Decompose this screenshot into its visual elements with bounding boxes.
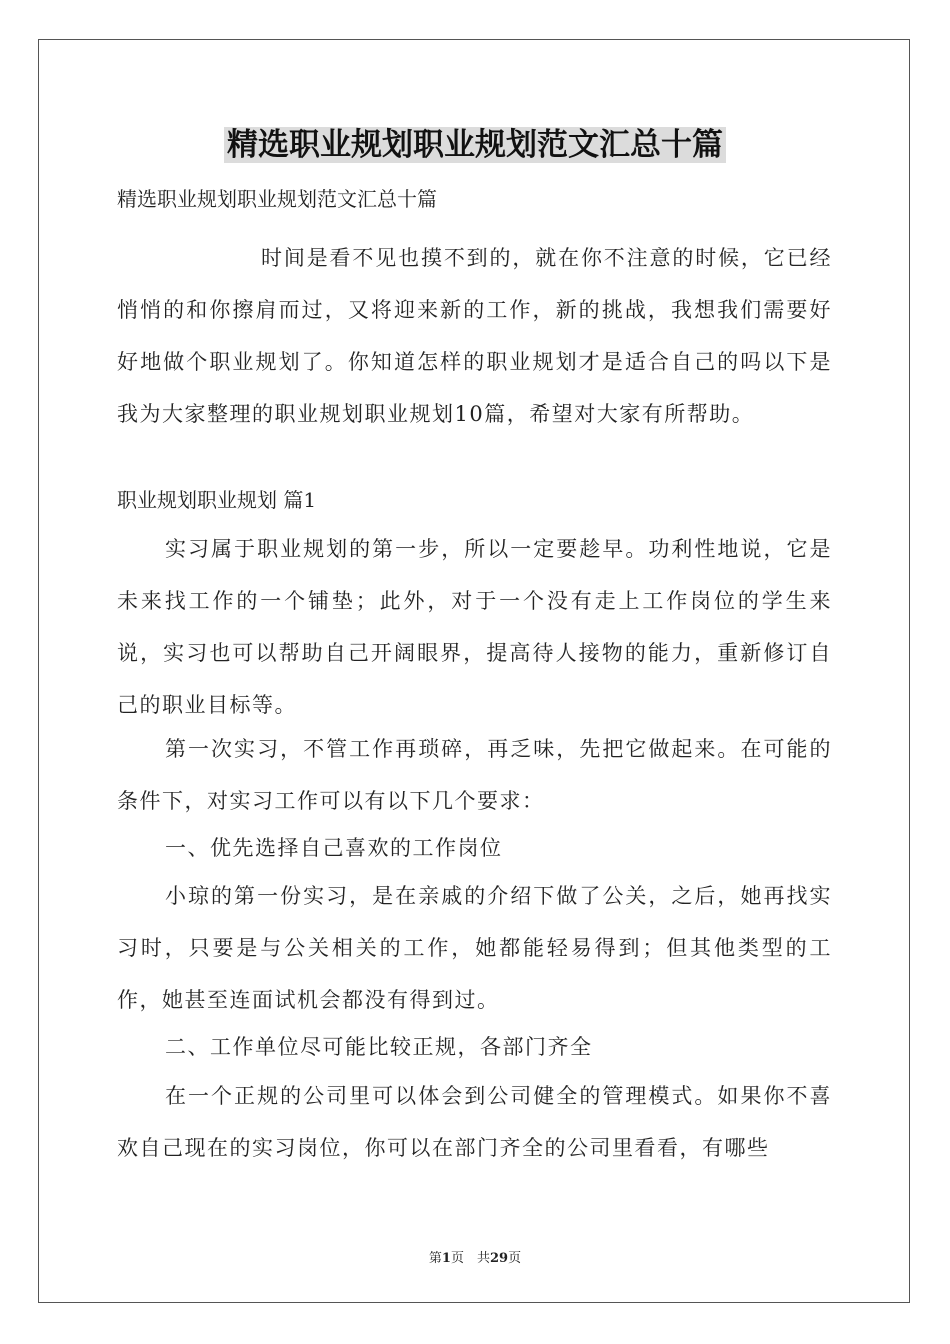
list-heading-2: 二、工作单位尽可能比较正规，各部门齐全 <box>165 1035 593 1059</box>
document-subtitle: 精选职业规划职业规划范文汇总十篇 <box>117 187 437 211</box>
paragraph-1: 实习属于职业规划的第一步，所以一定要趁早。功利性地说，它是未来找工作的一个铺垫；此外，对于一个没有走上工作岗位的学生来说，实习也可以帮助自己开阔眼界，提高待人接物的能力，重新修订自己的职业目标等。 <box>117 537 832 717</box>
paragraph-3: 小琼的第一份实习，是在亲戚的介绍下做了公关，之后，她再找实习时，只要是与公关相关的工作，她都能轻易得到；但其他类型的工作，她甚至连面试机会都没有得到过。 <box>117 884 832 1012</box>
paragraph-2: 第一次实习，不管工作再琐碎，再乏味，先把它做起来。在可能的条件下，对实习工作可以有以下几个要求： <box>117 737 832 813</box>
page-footer: 第1页 共29页 <box>428 1251 522 1266</box>
document-title: 精选职业规划职业规划范文汇总十篇 <box>0 120 950 170</box>
section-heading: 职业规划职业规划 篇1 <box>117 488 317 512</box>
paragraph-4: 在一个正规的公司里可以体会到公司健全的管理模式。如果你不喜欢自己现在的实习岗位，你可以在部门齐全的公司里看看，有哪些 <box>117 1084 832 1160</box>
intro-paragraph: 时间是看不见也摸不到的，就在你不注意的时候，它已经悄悄的和你擦肩而过，又将迎来新的工作，新的挑战，我想我们需要好好地做个职业规划了。你知道怎样的职业规划才是适合自己的吗以下是我为大家整理的职业规划职业规划10篇，希望对大家有所帮助。 <box>117 246 832 426</box>
list-heading-1: 一、优先选择自己喜欢的工作岗位 <box>165 836 503 860</box>
